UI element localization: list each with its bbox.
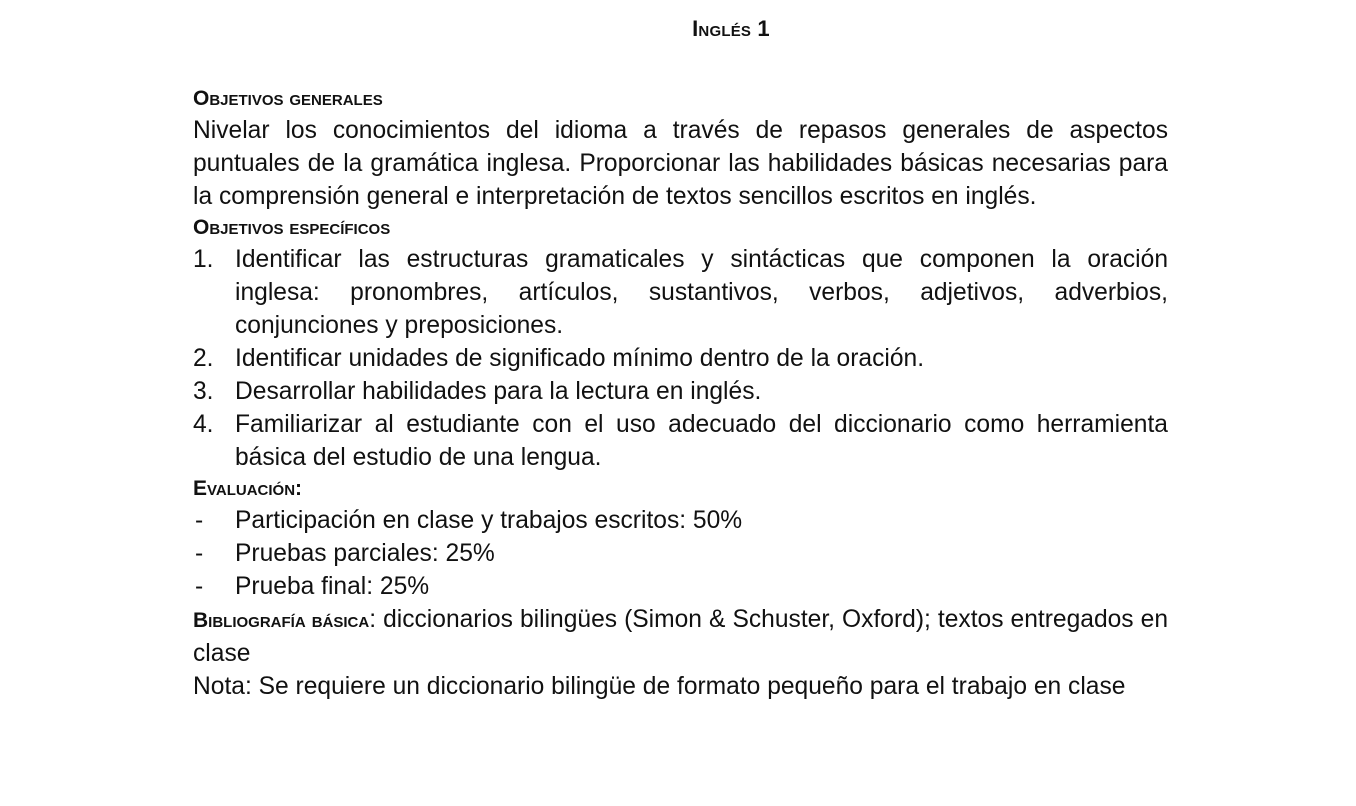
list-item-number: 4. bbox=[193, 411, 214, 438]
objetivos-especificos-list bbox=[193, 243, 1168, 474]
list-item-text: Pruebas parciales: 25% bbox=[235, 540, 495, 567]
list-item-text: Identificar unidades de significado mínimo dentro de la oración. bbox=[235, 345, 925, 372]
document-content bbox=[193, 84, 1168, 703]
list-item bbox=[193, 408, 1168, 474]
evaluacion-heading: Evaluación: bbox=[193, 477, 303, 500]
list-item bbox=[193, 243, 1168, 342]
list-item-number: 3. bbox=[193, 378, 214, 405]
bibliografia-text: : diccionarios bilingües (Simon & Schuster, Oxford); textos entregados en clase bbox=[193, 606, 1168, 667]
list-item-number: 2. bbox=[193, 345, 214, 372]
list-item-text: Participación en clase y trabajos escritos: 50% bbox=[235, 507, 743, 534]
objetivos-especificos-heading: Objetivos específicos bbox=[193, 216, 391, 239]
list-item-text: Prueba final: 25% bbox=[235, 573, 430, 600]
list-item-text: Familiarizar al estudiante con el uso adecuado del diccionario como herramienta básica del estudio de una lengua. bbox=[235, 411, 1168, 471]
nota-paragraph: Nota: Se requiere un diccionario bilingüe de formato pequeño para el trabajo en clase bbox=[193, 673, 1126, 700]
list-item-dash: - bbox=[195, 540, 204, 567]
list-item bbox=[193, 504, 1168, 537]
list-item bbox=[193, 570, 1168, 603]
list-item-number: 1. bbox=[193, 246, 214, 273]
evaluacion-list bbox=[193, 504, 1168, 603]
list-item bbox=[193, 342, 1168, 375]
objetivos-generales-text: Nivelar los conocimientos del idioma a través de repasos generales de aspectos puntuales de la gramática inglesa. Proporcionar las habilidades básicas necesarias para la comprensión general e interpretación de textos sencillos escritos en inglés. bbox=[193, 117, 1168, 210]
bibliografia-paragraph bbox=[193, 603, 1168, 670]
page-title: Inglés 1 bbox=[692, 16, 770, 41]
objetivos-generales-heading: Objetivos generales bbox=[193, 87, 383, 110]
list-item-text: Identificar las estructuras gramaticales y sintácticas que componen la oración inglesa: pronombres, artículos, sustantivos, verbos, adjetivos, adverbios, conjunciones y preposiciones. bbox=[235, 246, 1168, 339]
list-item-dash: - bbox=[195, 573, 204, 600]
list-item bbox=[193, 375, 1168, 408]
list-item-text: Desarrollar habilidades para la lectura en inglés. bbox=[235, 378, 762, 405]
list-item bbox=[193, 537, 1168, 570]
list-item-dash: - bbox=[195, 507, 204, 534]
bibliografia-label: Bibliografía básica bbox=[193, 609, 370, 632]
